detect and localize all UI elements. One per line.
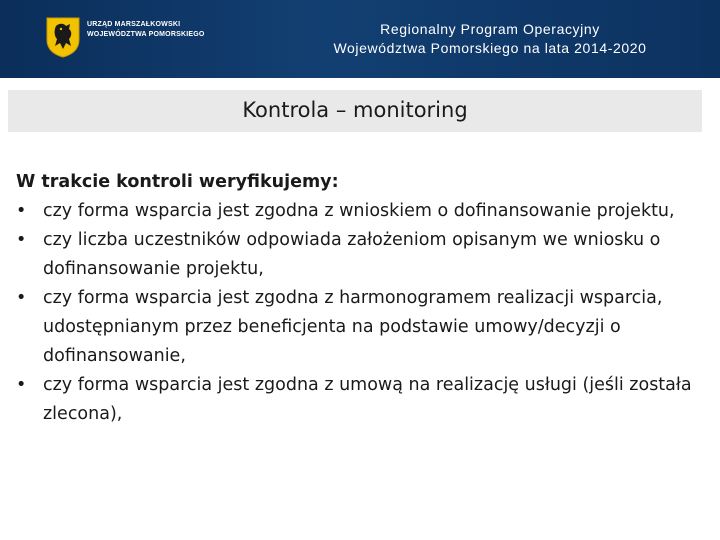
header-bar (0, 0, 720, 78)
title-band (8, 90, 702, 132)
bullet-text: czy forma wsparcia jest zgodna z wnioskiem o dofinansowanie projektu, (43, 201, 675, 221)
bullet-marker: • (16, 288, 27, 308)
bullet-text: czy forma wsparcia jest zgodna z harmonogramem realizacji wsparcia, udostępnianym przez beneficjenta na podstawie umowy/decyzji o dofinansowanie, (43, 288, 663, 366)
bullet-list (16, 197, 706, 429)
bullet-item (16, 284, 706, 371)
program-title (270, 20, 710, 58)
bullet-marker: • (16, 375, 27, 395)
intro-text: W trakcie kontroli weryfikujemy: (16, 172, 339, 192)
logo-line-2: WOJEWÓDZTWA POMORSKIEGO (87, 31, 205, 38)
program-title-line-2: Województwa Pomorskiego na lata 2014-2020 (333, 40, 647, 56)
bullet-item (16, 226, 706, 284)
bullet-marker: • (16, 201, 27, 221)
logo-text (87, 20, 205, 40)
logo-line-1: URZĄD MARSZAŁKOWSKI (87, 21, 181, 28)
bullet-text: czy liczba uczestników odpowiada założeniom opisanym we wniosku o dofinansowanie projektu, (43, 230, 661, 279)
program-title-line-1: Regionalny Program Operacyjny (380, 21, 600, 37)
slide-content (16, 168, 706, 429)
slide-title: Kontrola – monitoring (242, 98, 468, 122)
bullet-item (16, 197, 706, 226)
griffin-emblem-icon (45, 16, 81, 58)
bullet-text: czy forma wsparcia jest zgodna z umową na realizację usługi (jeśli została zlecona), (43, 375, 692, 424)
bullet-marker: • (16, 230, 27, 250)
bullet-item (16, 371, 706, 429)
